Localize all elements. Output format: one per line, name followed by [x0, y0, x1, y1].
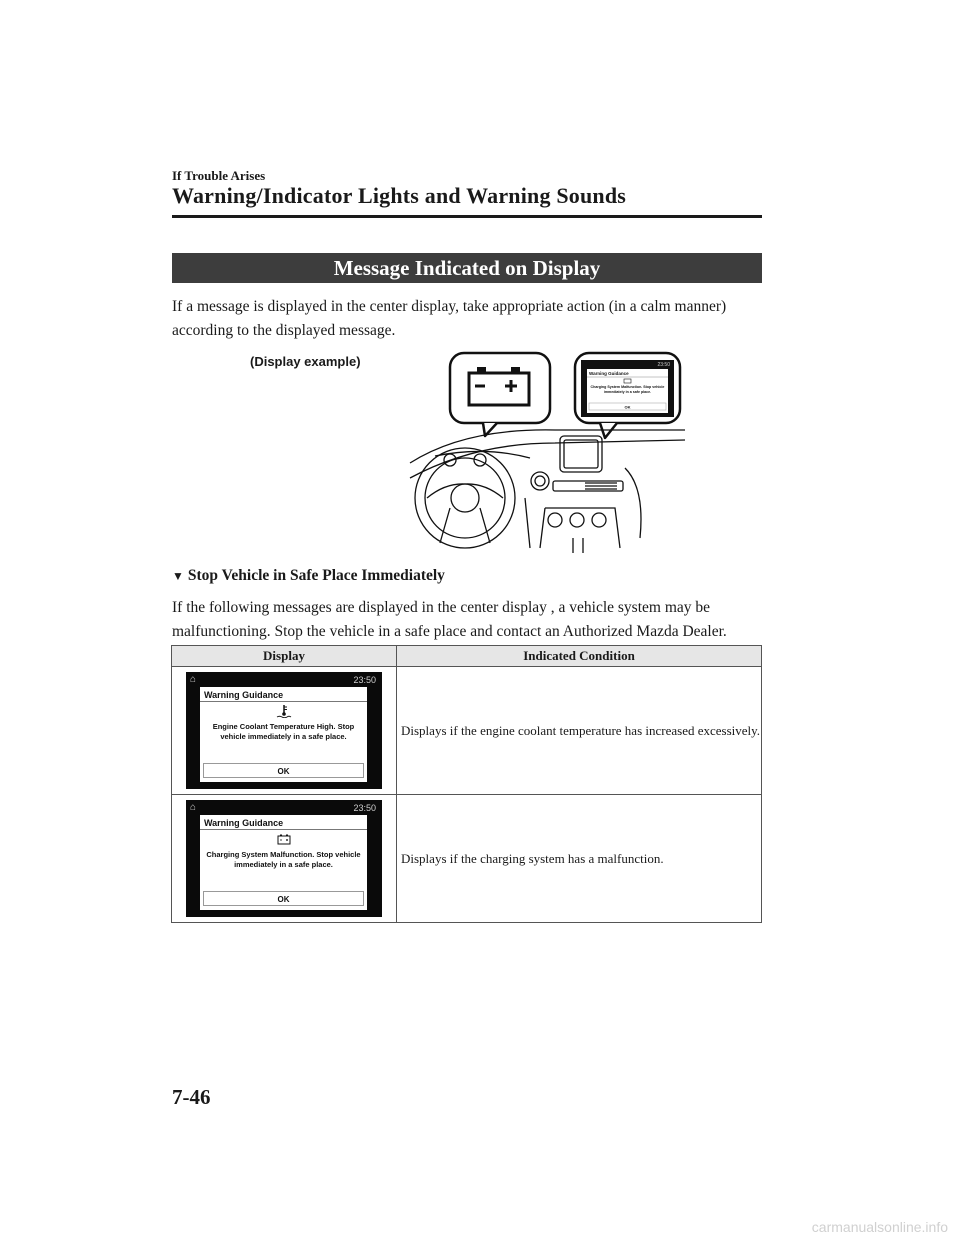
dialog-message: Charging System Malfunction. Stop vehicle immediately in a safe place.: [206, 850, 361, 869]
page-number: 7-46: [172, 1085, 211, 1109]
dashboard-illustration: [405, 348, 685, 553]
screen-time: 23:50: [353, 675, 376, 685]
callout-dialog-title: Warning Guidance: [589, 371, 629, 376]
warning-dialog: [200, 815, 367, 910]
home-icon: ⌂: [190, 674, 197, 685]
dialog-divider: [200, 701, 367, 702]
dashboard-drawing: [410, 430, 685, 553]
table-header-row: [172, 646, 762, 667]
screen-time: 23:50: [353, 803, 376, 813]
title-divider: [172, 215, 762, 218]
display-cell: [172, 667, 397, 795]
intro-paragraph: If a message is displayed in the center display, take appropriate action (in a calm manner) according to the displayed message.: [172, 298, 727, 339]
watermark: carmanualsonline.info: [811, 1219, 948, 1235]
subsection-body: If the following messages are displayed in the center display , a vehicle system may be malfunctioning. Stop the vehicle in a safe place and contact an Authorized Mazda Dealer.: [172, 599, 727, 640]
ok-button[interactable]: OK: [203, 891, 364, 906]
warning-dialog: [200, 687, 367, 782]
battery-callout: [450, 353, 550, 436]
home-icon: ⌂: [190, 802, 197, 813]
condition-table: [171, 645, 762, 923]
section-title: Message Indicated on Display: [172, 253, 762, 283]
table-header-display: Display: [172, 646, 397, 667]
table-row: [172, 795, 762, 923]
callout-time: 23:50: [657, 362, 670, 368]
condition-cell: Displays if the engine coolant temperature has increased excessively.: [397, 667, 762, 795]
coolant-temperature-icon: [275, 704, 293, 718]
condition-cell: Displays if the charging system has a malfunction.: [397, 795, 762, 923]
chapter-label: If Trouble Arises: [172, 168, 266, 183]
center-display-screen: [186, 800, 382, 917]
subsection-heading-text: Stop Vehicle in Safe Place Immediately: [187, 567, 445, 584]
battery-icon: [275, 832, 293, 846]
display-callout: [575, 353, 680, 438]
display-cell: [172, 795, 397, 923]
ok-button[interactable]: OK: [203, 763, 364, 778]
table-header-condition: Indicated Condition: [397, 646, 762, 667]
center-display-screen: [186, 672, 382, 789]
page-title: Warning/Indicator Lights and Warning Sounds: [172, 183, 627, 208]
triangle-bullet-icon: ▼: [172, 569, 184, 583]
callout-ok: OK: [624, 404, 631, 410]
table-row: [172, 667, 762, 795]
dialog-message: Engine Coolant Temperature High. Stop vehicle immediately in a safe place.: [212, 722, 355, 741]
display-example-label: (Display example): [250, 354, 361, 369]
callout-dialog-message: Charging System Malfunction. Stop vehicle immediately in a safe place.: [590, 385, 665, 394]
subsection-heading: [172, 567, 445, 585]
dialog-title: Warning Guidance: [204, 690, 284, 700]
dialog-divider: [200, 829, 367, 830]
dialog-title: Warning Guidance: [204, 818, 284, 828]
